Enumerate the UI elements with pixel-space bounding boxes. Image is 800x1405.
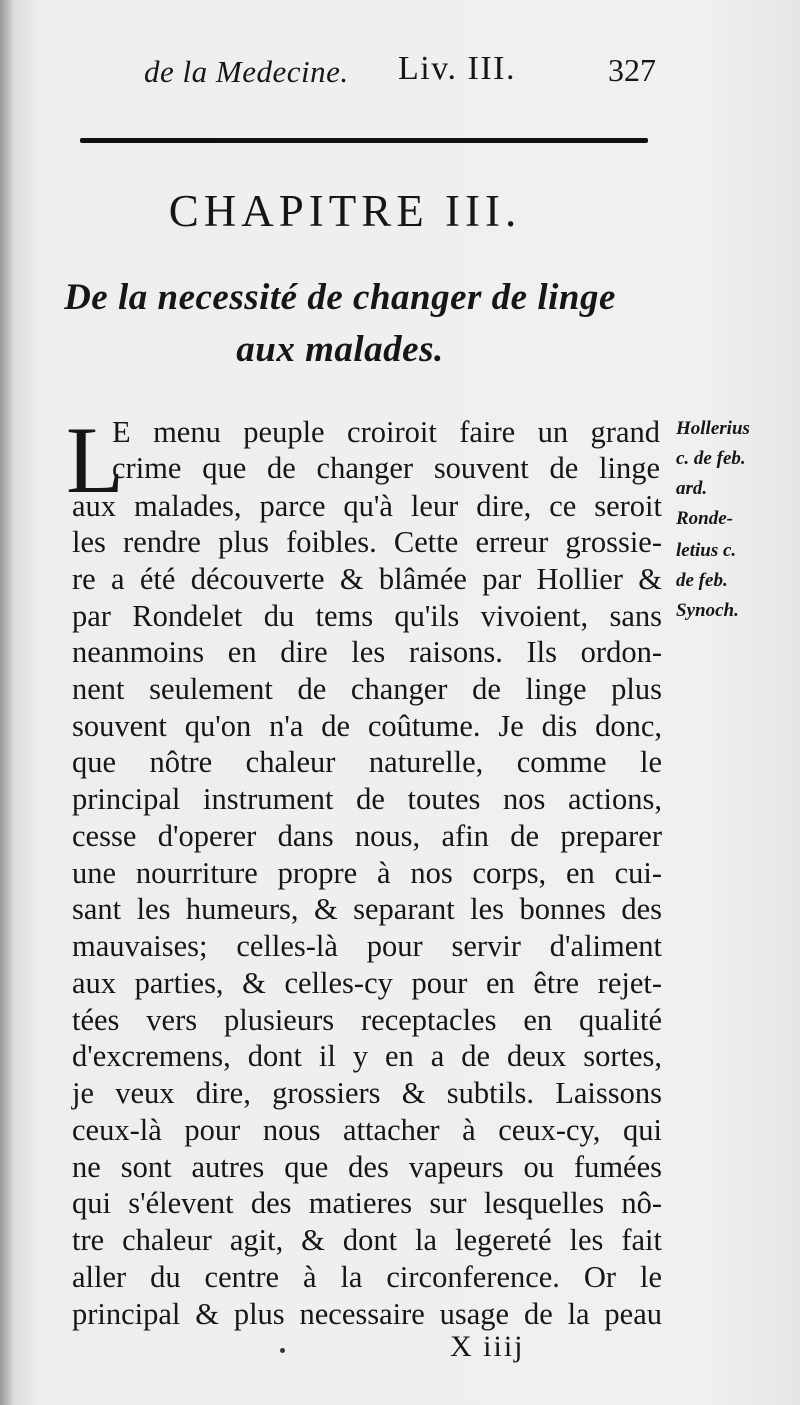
body-line: ceux-là pour nous attacher à ceux-cy, qui — [72, 1113, 662, 1147]
page-number: 327 — [608, 52, 656, 88]
body-line: ne sont autres que des vapeurs ou fumées — [72, 1150, 662, 1184]
page-header — [140, 46, 660, 96]
drop-cap: L — [66, 407, 125, 513]
body-line: aller du centre à la circonference. Or le — [72, 1260, 662, 1294]
body-line: aux malades, parce qu'à leur dire, ce seroit — [72, 489, 662, 523]
margin-note-line: letius c. — [676, 540, 737, 561]
body-line: d'excremens, dont il y en a de deux sortes, — [72, 1039, 662, 1073]
margin-note-line: c. de feb. — [676, 448, 746, 469]
body-line: je veux dire, grossiers & subtils. Laissons — [72, 1076, 662, 1110]
chapter-subtitle-line-2: aux malades. — [236, 329, 444, 370]
book-number: Liv. III. — [398, 50, 516, 87]
header-rule — [80, 138, 648, 143]
body-line: E menu peuple croiroit faire un grand — [112, 415, 660, 449]
body-line: crime que de changer souvent de linge — [112, 451, 660, 485]
ink-speck — [280, 1348, 285, 1353]
body-line: que nôtre chaleur naturelle, comme le — [72, 745, 662, 779]
body-line: une nourriture propre à nos corps, en cui- — [72, 856, 662, 890]
chapter-heading: CHAPITRE III. — [168, 186, 522, 236]
chapter-subtitle-line-1: De la necessité de changer de linge — [64, 277, 616, 318]
body-line: souvent qu'on n'a de coûtume. Je dis donc, — [72, 709, 662, 743]
body-line: neanmoins en dire les raisons. Ils ordon- — [72, 635, 662, 669]
body-line: mauvaises; celles-là pour servir d'aliment — [72, 929, 662, 963]
body-line: principal & plus necessaire usage de la peau — [72, 1297, 662, 1331]
body-line: principal instrument de toutes nos actions, — [72, 782, 662, 816]
body-line: tées vers plusieurs receptacles en qualité — [72, 1003, 662, 1037]
signature-mark: X iiij — [450, 1330, 525, 1363]
body-line: re a été découverte & blâmée par Hollier & — [72, 562, 662, 596]
body-line: nent seulement de changer de linge plus — [72, 672, 662, 706]
margin-note-line: Ronde- — [676, 508, 733, 529]
running-head: de la Medecine. — [144, 54, 349, 89]
body-line: sant les humeurs, & separant les bonnes des — [72, 892, 662, 926]
body-line: tre chaleur agit, & dont la legereté les fait — [72, 1223, 662, 1257]
body-line: qui s'élevent des matieres sur lesquelles nô- — [72, 1186, 662, 1220]
body-line: cesse d'operer dans nous, afin de preparer — [72, 819, 662, 853]
margin-note-line: Synoch. — [676, 600, 739, 621]
body-line: aux parties, & celles-cy pour en être rejet- — [72, 966, 662, 1000]
body-line: les rendre plus foibles. Cette erreur grossie- — [72, 525, 662, 559]
body-line: par Rondelet du tems qu'ils vivoient, sans — [72, 599, 662, 633]
margin-note-line: ard. — [676, 478, 708, 499]
margin-note-line: Hollerius — [676, 418, 750, 439]
margin-note-line: de feb. — [676, 570, 728, 591]
